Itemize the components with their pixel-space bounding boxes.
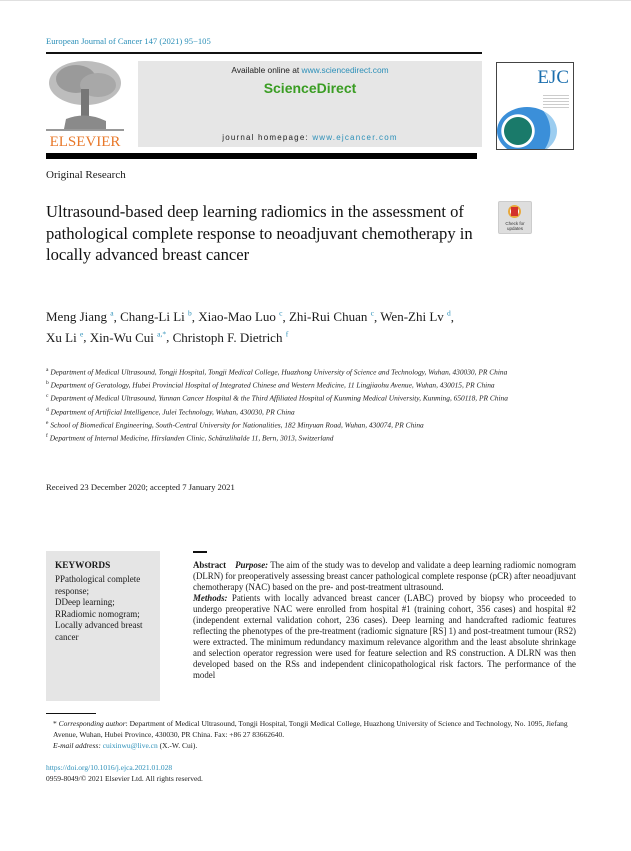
keyword-item[interactable]: Locally advanced breast cancer	[55, 620, 143, 642]
cover-image	[497, 107, 557, 150]
journal-cover-thumbnail[interactable]	[496, 62, 574, 150]
author[interactable]: Xiao-Mao Luo $^c$	[198, 309, 283, 325]
author-affiliation-marker[interactable]: a,*	[157, 329, 167, 339]
header-rule	[46, 52, 482, 54]
affiliation-item: $^a$ Department of Medical Ultrasound, Tongji Hospital, Tongji Medical College, Huazhong University of Science and Technology, Wuhan, 430030, PR China	[46, 367, 508, 377]
email-label: E-mail address:	[53, 741, 101, 750]
affiliation-item: $^f$ Department of Internal Medicine, Hirslanden Clinic, Schänzlihalde 11, Bern, 3013, Switzerland	[46, 432, 334, 443]
methods-text: Patients with locally advanced breast cancer (LABC) proved by biopsy who proceeded to undergo preoperative NAC were enrolled from hospital #1 (training cohort, 356 cases) and hospital #2 (independent external validation cohort, 236 cases). Deep learning and handcrafted radiomic features reflecting the phenotypes of the pre-treatment (radiomic signature [RS] 1) and post-treatment tumour (RS2) were extracted. The minimum redundancy maximum relevance algorithm and the least absolute shrinkage and selection operator regression were used for feature selection and RS construction. A DLRN was then developed based on the RSs and independent clinicopathological risk factors. The performance of the model	[193, 593, 576, 680]
abstract	[193, 560, 576, 681]
methods-label: Methods:	[193, 593, 228, 603]
email-owner: (X.-W. Cui).	[157, 741, 198, 750]
sciencedirect-logo[interactable]: ScienceDirect	[263, 80, 357, 96]
author-affiliation-marker[interactable]: c	[370, 309, 374, 318]
affiliation-item: $^c$ Department of Medical Ultrasound, Yunnan Cancer Hospital & the Third Affiliated Hospital of Kunming Medical University, Kunming, 650118, PR China	[46, 393, 508, 403]
sciencedirect-banner	[138, 61, 482, 147]
crossmark-label: Check for updates	[505, 221, 525, 231]
corresponding-author-footnote	[46, 718, 576, 751]
corresponding-author-note: * Corresponding author: Department of Medical Ultrasound, Tongji Hospital, Tongji Medical College, Huazhong University of Science and Technology, No. 1095, Jiefang Avenue, Wuhan, Hubei Province, 430030, PR China. Fax: +86 27 83662640.	[53, 719, 568, 739]
purpose-label: Purpose:	[235, 560, 269, 570]
author[interactable]: Xin-Wu Cui $^{a,*}$	[89, 329, 167, 345]
email-link[interactable]: cuixinwu@live.cn	[102, 741, 158, 750]
keywords-title: KEYWORDS	[55, 561, 111, 571]
abstract-label: Abstract	[193, 560, 227, 570]
keyword-item[interactable]: DDeep learning;	[55, 597, 115, 607]
footnote-rule	[46, 713, 96, 714]
copyright: 0959-8049/© 2021 Elsevier Ltd. All rights reserved.	[46, 773, 203, 783]
author[interactable]: Wen-Zhi Lv $^d$	[380, 309, 451, 325]
page-top-border	[0, 0, 631, 1]
doi-block	[46, 763, 203, 784]
header-thick-rule	[46, 153, 477, 159]
author[interactable]: Xu Li $^e$	[46, 329, 84, 345]
keyword-item[interactable]: PPathological complete response;	[55, 574, 141, 596]
author-affiliation-marker[interactable]: a	[110, 309, 114, 318]
author-affiliation-marker[interactable]: b	[188, 309, 192, 318]
journal-homepage-label: journal homepage:	[222, 133, 313, 142]
keywords-list	[55, 574, 155, 643]
keyword-item[interactable]: RRadiomic nomogram;	[55, 608, 140, 619]
author[interactable]: Meng Jiang $^a$	[46, 309, 114, 325]
elsevier-logo[interactable]	[46, 59, 124, 151]
author[interactable]: Christoph F. Dietrich $^f$	[172, 329, 289, 345]
affiliation-list	[46, 365, 516, 444]
author-affiliation-marker[interactable]: f	[285, 329, 289, 339]
author-affiliation-marker[interactable]: d	[447, 309, 451, 318]
abstract-rule	[193, 551, 207, 553]
author-affiliation-marker[interactable]: c	[279, 309, 283, 318]
article-title: Ultrasound-based deep learning radiomics in the assessment of pathological complete response to neoadjuvant chemotherapy in locally advanced breast cancer	[46, 202, 473, 264]
email-line	[46, 740, 576, 751]
doi-link[interactable]: https://doi.org/10.1016/j.ejca.2021.01.028	[46, 763, 173, 772]
author[interactable]: Chang-Li Li $^b$	[120, 309, 192, 325]
author[interactable]: Zhi-Rui Chuan $^c$	[288, 309, 374, 325]
journal-citation-link[interactable]: European Journal of Cancer 147 (2021) 95−105	[46, 36, 211, 46]
keywords-box	[46, 551, 160, 701]
journal-homepage-link[interactable]: www.ejcancer.com	[312, 133, 398, 142]
affiliation-item: $^b$ Department of Geratology, Hubei Provincial Hospital of Integrated Chinese and Western Medicine, 11 Lingjiaohu Avenue, Wuhan, 430015, PR China	[46, 380, 495, 390]
journal-homepage-line	[138, 133, 482, 142]
elsevier-tree-icon	[46, 59, 124, 131]
cover-text-block	[543, 95, 569, 109]
crossmark-bookmark-icon	[511, 207, 518, 216]
available-online-line	[138, 65, 482, 75]
cover-title: EJC	[537, 67, 569, 88]
elsevier-wordmark: ELSEVIER	[49, 134, 121, 150]
sciencedirect-link[interactable]: www.sciencedirect.com	[301, 65, 389, 75]
available-online-label: Available online at	[231, 65, 302, 75]
received-dates: Received 23 December 2020; accepted 7 January 2021	[46, 482, 235, 492]
affiliation-item: $^e$ School of Biomedical Engineering, South-Central University for Nationalities, 182 Minyuan Road, Wuhan, 430074, PR China	[46, 419, 424, 430]
author-affiliation-marker[interactable]: e	[79, 329, 84, 339]
check-for-updates-button[interactable]	[498, 201, 532, 234]
author-list: Meng Jiang $^a$, Chang-Li Li $^b$, Xiao-Mao Luo $^c$, Zhi-Rui Chuan $^c$, Wen-Zhi Lv $^d$, Xu Li $^e$, Xin-Wu Cui $^{a,*}$, Christoph F. Dietrich $^f$	[46, 309, 455, 345]
purpose-text: The aim of the study was to develop and validate a deep learning radiomic nomogram (DLRN) for preoperatively assessing breast cancer pathological complete response (pCR) after neoadjuvant chemotherapy (NAC) based on the pre- and post-treatment ultrasound.	[193, 560, 576, 592]
affiliation-item: $^d$ Department of Artificial Intelligence, Julei Technology, Wuhan, 430030, PR China	[46, 406, 295, 416]
article-type: Original Research	[46, 169, 126, 181]
